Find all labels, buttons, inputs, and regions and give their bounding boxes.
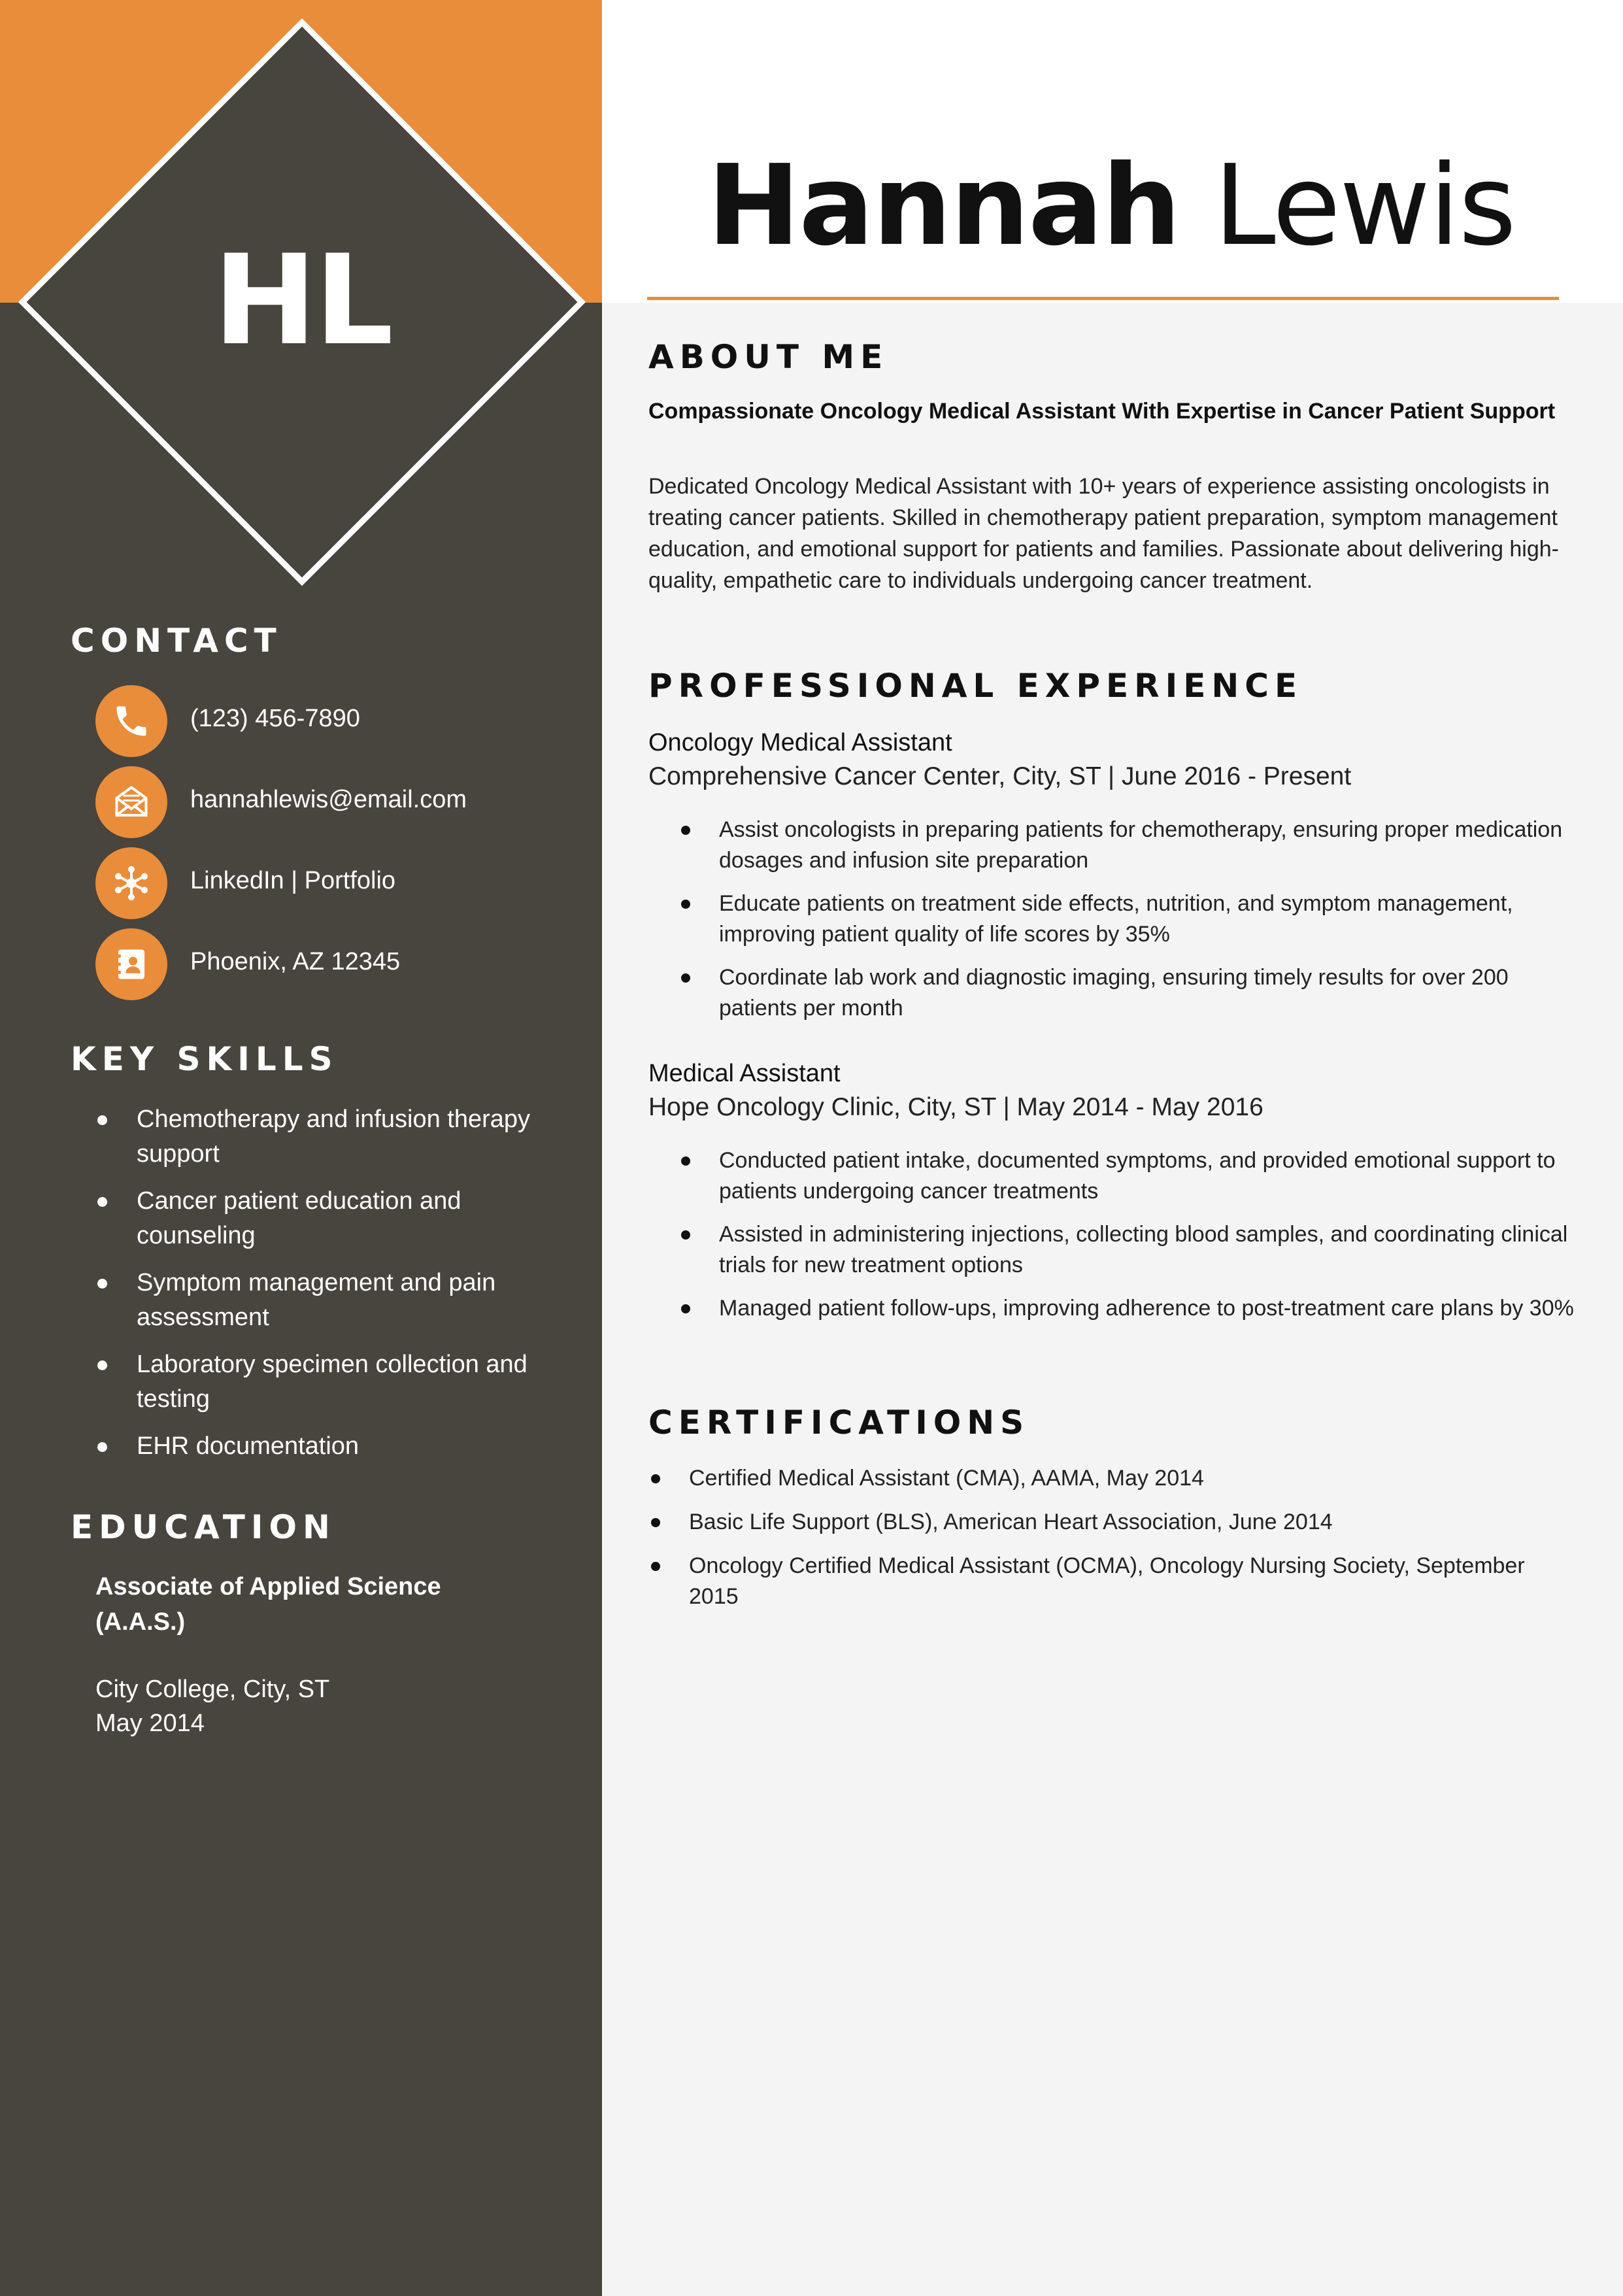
- education-date: May 2014: [95, 1710, 205, 1737]
- skill-text: Symptom management and pain assessment: [137, 1269, 496, 1331]
- bullet-text: Assist oncologists in preparing patients for chemotherapy, ensuring proper medication dosages and infusion site preparation: [719, 817, 1563, 873]
- skill-text: Chemotherapy and infusion therapy support: [137, 1106, 531, 1168]
- skill-text: EHR documentation: [137, 1432, 360, 1460]
- links-text[interactable]: LinkedIn | Portfolio: [190, 867, 396, 894]
- contact-heading: CONTACT: [71, 622, 282, 660]
- monogram: HL: [212, 228, 392, 373]
- list-item: [678, 888, 1587, 950]
- experience-heading: PROFESSIONAL EXPERIENCE: [648, 667, 1303, 705]
- email-text[interactable]: hannahlewis@email.com: [190, 786, 467, 813]
- about-subtitle: Compassionate Oncology Medical Assistant With Expertise in Cancer Patient Support: [648, 399, 1556, 424]
- contact-phone: [95, 685, 592, 757]
- bullet-dot: [651, 1518, 660, 1527]
- list-item: [678, 815, 1587, 876]
- candidate-name: [654, 141, 1569, 271]
- bullet-text: Coordinate lab work and diagnostic imaging, ensuring timely results for over 200 patients per month: [719, 965, 1509, 1021]
- bullet-text: Conducted patient intake, documented symptoms, and provided emotional support to patients undergoing cancer treatments: [719, 1148, 1556, 1204]
- job-bullets: [678, 815, 1587, 1036]
- job-meta: Hope Oncology Clinic, City, ST | May 2014 - May 2016: [648, 1093, 1263, 1121]
- about-heading: ABOUT ME: [648, 338, 889, 376]
- skill-item: [95, 1102, 552, 1172]
- address-text: Phoenix, AZ 12345: [190, 948, 401, 975]
- bullet-dot: [681, 1156, 690, 1166]
- skill-item: [95, 1347, 552, 1417]
- first-name: Hannah: [707, 141, 1180, 271]
- key-skills-heading: KEY SKILLS: [71, 1040, 339, 1078]
- key-skills-list: [95, 1102, 552, 1476]
- skill-item: [95, 1184, 552, 1253]
- contact-links: [95, 847, 592, 919]
- skill-text: Laboratory specimen collection and testing: [137, 1351, 527, 1413]
- bullet-dot: [681, 900, 690, 909]
- bullet-dot: [97, 1279, 107, 1289]
- about-summary: Dedicated Oncology Medical Assistant with 10+ years of experience assisting oncologists in treating cancer patients. Skilled in chemotherapy patient preparation, symptom management education, and emotional support for patients and families. Passionate about delivering high-quality, empathetic care to individuals undergoing cancer treatment.: [648, 474, 1559, 593]
- phone-icon: [95, 685, 167, 757]
- certification-text: Certified Medical Assistant (CMA), AAMA, May 2014: [689, 1466, 1204, 1491]
- education-heading: EDUCATION: [71, 1508, 336, 1546]
- certifications-list: [647, 1463, 1575, 1625]
- list-item: [647, 1463, 1575, 1494]
- education-degree: Associate of Applied Science (A.A.S.): [95, 1573, 441, 1636]
- bullet-dot: [681, 973, 690, 983]
- list-item: [678, 1219, 1587, 1281]
- bullet-dot: [97, 1442, 107, 1452]
- name-divider: [647, 297, 1559, 300]
- list-item: [678, 962, 1587, 1024]
- bullet-text: Educate patients on treatment side effects, nutrition, and symptom management, improving patient quality of life scores by 35%: [719, 891, 1513, 947]
- list-item: [678, 1293, 1587, 1324]
- bullet-dot: [681, 826, 690, 835]
- job-bullets: [678, 1145, 1587, 1336]
- bullet-dot: [651, 1474, 660, 1483]
- certifications-heading: CERTIFICATIONS: [648, 1404, 1030, 1442]
- email-icon: [95, 766, 167, 838]
- contact-address: [95, 928, 592, 1000]
- network-icon: [95, 847, 167, 919]
- list-item: [647, 1551, 1575, 1612]
- bullet-text: Managed patient follow-ups, improving adherence to post-treatment care plans by 30%: [719, 1296, 1574, 1321]
- list-item: [647, 1507, 1575, 1538]
- bullet-dot: [97, 1360, 107, 1370]
- list-item: [678, 1145, 1587, 1207]
- skill-item: [95, 1266, 552, 1335]
- skill-item: [95, 1429, 552, 1464]
- job-meta: Comprehensive Cancer Center, City, ST | June 2016 - Present: [648, 762, 1352, 790]
- bullet-dot: [97, 1115, 107, 1125]
- last-name: Lewis: [1213, 141, 1515, 271]
- bullet-text: Assisted in administering injections, collecting blood samples, and coordinating clinical trials for new treatment options: [719, 1222, 1568, 1277]
- certification-text: Basic Life Support (BLS), American Heart Association, June 2014: [689, 1510, 1333, 1534]
- bullet-dot: [681, 1304, 690, 1313]
- contact-email: [95, 766, 592, 838]
- skill-text: Cancer patient education and counseling: [137, 1187, 461, 1249]
- phone-text: (123) 456-7890: [190, 705, 360, 732]
- bullet-dot: [97, 1197, 107, 1207]
- bullet-dot: [651, 1562, 660, 1571]
- job-title: Medical Assistant: [648, 1060, 841, 1087]
- certification-text: Oncology Certified Medical Assistant (OCMA), Oncology Nursing Society, September 2015: [689, 1553, 1525, 1609]
- job-title: Oncology Medical Assistant: [648, 729, 952, 756]
- address-book-icon: [95, 928, 167, 1000]
- bullet-dot: [681, 1230, 690, 1240]
- education-school: City College, City, ST: [95, 1676, 330, 1703]
